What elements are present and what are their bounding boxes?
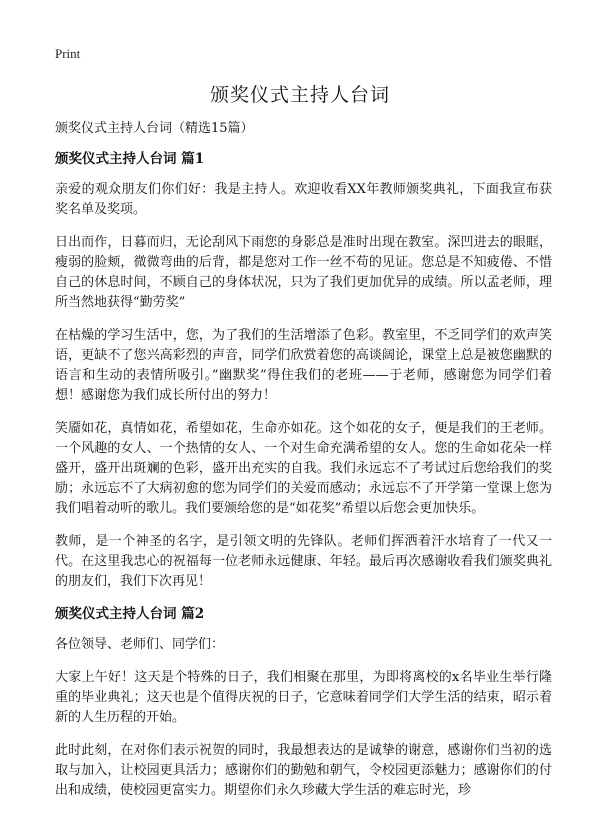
section-1	[55, 150, 552, 592]
paragraph: 各位领导、老师们、同学们：	[55, 637, 225, 652]
paragraph: 亲爱的观众朋友们你们好：我是主持人。欢迎收看XX年教师颁奖典礼，下面我宣布获奖名单及奖项。	[55, 182, 552, 217]
paragraph: 笑靥如花，真情如花，希望如花，生命亦如花。这个如花的女子，便是我们的王老师。一个风趣的女人、一个热情的女人、一个对生命充满希望的女人。您的生命如花朵一样盛开，盛开出斑斓的色彩，盛开出充实的自我。我们永远忘不了考试过后您给我们的奖励；永远忘不了大病初愈的您为同学们的关爱而感动；永远忘不了开学第一堂课上您为我们唱着动听的歌儿。我们要颁给您的是“如花奖”希望以后您会更加快乐。	[55, 421, 552, 516]
section-heading: 颁奖仪式主持人台词 篇2	[55, 606, 205, 622]
paragraph: 教师，是一个神圣的名字，是引领文明的先锋队。老师们挥洒着汗水培育了一代又一代。在这里我忠心的祝福每一位老师永远健康、年轻。最后再次感谢收看我们颁奖典礼的朋友们，我们下次再见！	[55, 534, 552, 589]
document-subtitle: 颁奖仪式主持人台词（精选15篇）	[55, 121, 254, 136]
print-link[interactable]: Print	[55, 46, 81, 61]
document-title: 颁奖仪式主持人台词	[209, 84, 390, 106]
document-body	[55, 120, 552, 814]
paragraph: 大家上午好！这天是个特殊的日子，我们相聚在那里，为即将离校的x名毕业生举行隆重的毕业典礼；这天也是个值得庆祝的日子，它意味着同学们大学生活的结束，昭示着新的人生历程的开始。	[55, 670, 552, 725]
section-heading: 颁奖仪式主持人台词 篇1	[55, 151, 205, 167]
section-2	[55, 605, 552, 801]
paragraph: 此时此刻，在对你们表示祝贺的同时，我最想表达的是诚挚的谢意，感谢你们当初的选取与加入，让校园更具活力；感谢你们的勤勉和朝气，令校园更添魅力；感谢你们的付出和成绩，使校园更富实力。期望你们永久珍藏大学生活的难忘时光，珍	[55, 743, 552, 798]
paragraph: 日出而作，日暮而归，无论刮风下雨您的身影总是准时出现在教室。深凹进去的眼眶，瘦弱的脸颊，微微弯曲的后背，都是您对工作一丝不苟的见证。您总是不知疲倦、不惜自己的休息时间，不顾自己的身体状况，只为了我们更加优异的成绩。所以孟老师，理所当然地获得“勤劳奖”	[55, 235, 552, 310]
paragraph: 在枯燥的学习生活中，您，为了我们的生活增添了色彩。教室里，不乏同学们的欢声笑语，更缺不了您兴高彩烈的声音，同学们欣赏着您的高谈阔论，课堂上总是被您幽默的语言和生动的表情所吸引。”幽默奖”得住我们的老班——于老师，感谢您为同学们着想！感谢您为我们成长所付出的努力！	[55, 328, 552, 403]
